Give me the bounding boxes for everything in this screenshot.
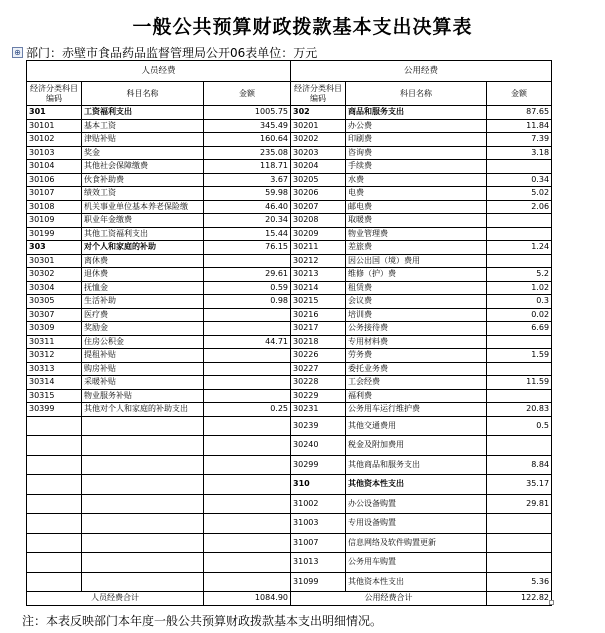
personnel-name-cell: 基本工资 [82,119,204,133]
table-row [27,146,552,160]
table-row [27,436,552,456]
public-amount-cell: 7.39 [487,133,552,147]
public-amount-cell: 1.02 [487,281,552,295]
personnel-total-label: 人员经费合计 [27,592,204,606]
public-name-cell: 福利费 [346,389,487,403]
table-row [27,214,552,228]
public-code-cell: 30227 [291,362,346,376]
personnel-code-cell: 30108 [27,200,82,214]
public-name-cell: 办公设备购置 [346,494,487,514]
personnel-code-cell: 30101 [27,119,82,133]
amount-header: 金额 [204,82,291,106]
personnel-name-cell: 绩效工资 [82,187,204,201]
personnel-code-cell: 30301 [27,254,82,268]
personnel-code-cell: 30106 [27,173,82,187]
personnel-amount-cell: 44.71 [204,335,291,349]
public-name-cell: 信息网络及软件购置更新 [346,533,487,553]
public-name-cell: 其他商品和服务支出 [346,455,487,475]
table-row [27,308,552,322]
personnel-name-cell: 离休费 [82,254,204,268]
public-name-cell: 公务用车购置 [346,553,487,573]
public-name-cell: 手续费 [346,160,487,174]
personnel-name-cell: 采暖补贴 [82,376,204,390]
table-row [27,281,552,295]
public-amount-cell: 1.59 [487,349,552,363]
personnel-code-cell [27,475,82,495]
public-name-cell: 办公费 [346,119,487,133]
public-name-cell: 印刷费 [346,133,487,147]
personnel-code-cell: 301 [27,106,82,120]
footnote: 注：本表反映部门本年度一般公共预算财政拨款基本支出明细情况。 [22,614,383,628]
public-code-cell: 31003 [291,514,346,534]
public-code-cell: 30206 [291,187,346,201]
public-amount-cell: 2.06 [487,200,552,214]
table-row [27,389,552,403]
public-name-cell: 差旅费 [346,241,487,255]
personnel-code-cell: 30199 [27,227,82,241]
table-row [27,227,552,241]
personnel-amount-cell: 0.59 [204,281,291,295]
personnel-amount-cell [204,362,291,376]
personnel-code-cell: 30309 [27,322,82,336]
personnel-code-cell [27,553,82,573]
personnel-code-cell: 30109 [27,214,82,228]
expenditure-table [26,60,552,606]
public-code-cell: 31002 [291,494,346,514]
public-amount-cell: 35.17 [487,475,552,495]
personnel-name-cell: 抚恤金 [82,281,204,295]
personnel-name-cell: 对个人和家庭的补助 [82,241,204,255]
public-name-cell: 委托业务费 [346,362,487,376]
personnel-code-cell: 30304 [27,281,82,295]
public-code-cell: 30201 [291,119,346,133]
personnel-name-cell [82,455,204,475]
public-name-cell: 专用材料费 [346,335,487,349]
public-amount-cell [487,362,552,376]
public-amount-cell: 0.3 [487,295,552,309]
public-code-cell: 302 [291,106,346,120]
public-code-cell: 30207 [291,200,346,214]
personnel-code-cell: 30305 [27,295,82,309]
public-code-cell: 30202 [291,133,346,147]
public-name-cell: 租赁费 [346,281,487,295]
public-code-cell: 30214 [291,281,346,295]
personnel-code-cell: 30302 [27,268,82,282]
personnel-amount-cell [204,254,291,268]
public-code-cell: 30212 [291,254,346,268]
personnel-amount-cell: 46.40 [204,200,291,214]
table-row [27,322,552,336]
personnel-name-cell [82,416,204,436]
public-amount-cell: 5.02 [487,187,552,201]
table-row [27,160,552,174]
table-row [27,494,552,514]
public-name-cell: 物业管理费 [346,227,487,241]
public-code-cell: 30239 [291,416,346,436]
public-code-cell: 30226 [291,349,346,363]
table-row [27,241,552,255]
public-amount-cell [487,436,552,456]
personnel-amount-cell: 345.49 [204,119,291,133]
public-amount-cell: 8.84 [487,455,552,475]
personnel-name-cell: 其他对个人和家庭的补助支出 [82,403,204,417]
public-total-value: 122.82 [487,592,552,606]
public-name-cell: 公务用车运行维护费 [346,403,487,417]
public-amount-cell [487,254,552,268]
personnel-amount-cell [204,475,291,495]
table-row [27,173,552,187]
personnel-name-cell: 物业服务补贴 [82,389,204,403]
public-code-cell: 30240 [291,436,346,456]
personnel-code-cell: 30311 [27,335,82,349]
table-row [27,416,552,436]
table-row [27,376,552,390]
table-row [27,254,552,268]
public-name-cell: 电费 [346,187,487,201]
personnel-amount-cell [204,514,291,534]
personnel-name-cell [82,514,204,534]
public-amount-cell: 1.24 [487,241,552,255]
resize-handle[interactable] [549,600,554,605]
table-row [27,335,552,349]
personnel-name-cell [82,533,204,553]
table-row [27,572,552,592]
table-row [27,295,552,309]
table-row [27,553,552,573]
personnel-code-cell [27,494,82,514]
personnel-section-header: 人员经费 [27,61,291,82]
public-total-label: 公用经费合计 [291,592,487,606]
personnel-amount-cell [204,389,291,403]
code-header: 经济分类科目编码 [27,82,82,106]
public-amount-cell: 5.36 [487,572,552,592]
section-header-row [27,61,552,82]
table-row [27,133,552,147]
personnel-name-cell: 伙食补助费 [82,173,204,187]
public-amount-cell: 11.59 [487,376,552,390]
personnel-amount-cell: 3.67 [204,173,291,187]
column-header-row [27,82,552,106]
public-code-cell: 30211 [291,241,346,255]
personnel-amount-cell [204,436,291,456]
table-row [27,362,552,376]
personnel-name-cell: 其他社会保障缴费 [82,160,204,174]
public-code-cell: 31013 [291,553,346,573]
personnel-name-cell: 住房公积金 [82,335,204,349]
personnel-name-cell: 购房补贴 [82,362,204,376]
public-code-cell: 30228 [291,376,346,390]
public-code-cell: 30215 [291,295,346,309]
public-amount-cell [487,335,552,349]
public-amount-cell [487,514,552,534]
public-code-cell: 30231 [291,403,346,417]
amount-header: 金额 [487,82,552,106]
public-code-cell: 30218 [291,335,346,349]
personnel-code-cell [27,436,82,456]
public-name-cell: 其他资本性支出 [346,572,487,592]
personnel-name-cell [82,436,204,456]
report-title: 一般公共预算财政拨款基本支出决算表 [132,16,473,38]
public-name-cell: 专用设备购置 [346,514,487,534]
personnel-amount-cell [204,308,291,322]
personnel-name-cell [82,494,204,514]
public-code-cell: 310 [291,475,346,495]
public-amount-cell [487,553,552,573]
personnel-code-cell [27,533,82,553]
personnel-amount-cell [204,572,291,592]
public-amount-cell: 29.81 [487,494,552,514]
personnel-name-cell [82,553,204,573]
personnel-name-cell: 医疗费 [82,308,204,322]
public-name-cell: 税金及附加费用 [346,436,487,456]
public-code-cell: 31099 [291,572,346,592]
personnel-code-cell: 30399 [27,403,82,417]
public-name-cell: 工会经费 [346,376,487,390]
personnel-code-cell: 30102 [27,133,82,147]
table-row [27,403,552,417]
personnel-name-cell: 奖励金 [82,322,204,336]
personnel-amount-cell: 20.34 [204,214,291,228]
personnel-amount-cell [204,416,291,436]
public-name-cell: 其他资本性支出 [346,475,487,495]
public-code-cell: 30299 [291,455,346,475]
table-row [27,455,552,475]
personnel-code-cell [27,416,82,436]
personnel-amount-cell: 118.71 [204,160,291,174]
personnel-code-cell: 30104 [27,160,82,174]
personnel-code-cell: 30307 [27,308,82,322]
personnel-amount-cell: 1005.75 [204,106,291,120]
public-amount-cell: 20.83 [487,403,552,417]
public-amount-cell [487,160,552,174]
personnel-amount-cell: 235.08 [204,146,291,160]
personnel-name-cell: 工资福利支出 [82,106,204,120]
table-row [27,475,552,495]
public-code-cell: 30204 [291,160,346,174]
public-name-cell: 公务接待费 [346,322,487,336]
personnel-amount-cell: 76.15 [204,241,291,255]
personnel-name-cell [82,475,204,495]
personnel-name-cell: 退休费 [82,268,204,282]
personnel-name-cell: 奖金 [82,146,204,160]
public-amount-cell [487,227,552,241]
personnel-code-cell: 30312 [27,349,82,363]
personnel-name-cell [82,572,204,592]
public-name-cell: 取暖费 [346,214,487,228]
name-header: 科目名称 [346,82,487,106]
public-amount-cell: 0.34 [487,173,552,187]
table-row [27,349,552,363]
personnel-amount-cell: 29.61 [204,268,291,282]
personnel-code-cell: 30313 [27,362,82,376]
personnel-code-cell [27,514,82,534]
personnel-amount-cell: 59.98 [204,187,291,201]
public-code-cell: 30208 [291,214,346,228]
public-name-cell: 维修（护）费 [346,268,487,282]
name-header: 科目名称 [82,82,204,106]
public-name-cell: 水费 [346,173,487,187]
public-name-cell: 因公出国（境）费用 [346,254,487,268]
personnel-amount-cell: 0.25 [204,403,291,417]
public-amount-cell: 0.02 [487,308,552,322]
public-code-cell: 30213 [291,268,346,282]
move-handle-icon[interactable]: ⊕ [12,47,23,58]
personnel-amount-cell: 15.44 [204,227,291,241]
public-amount-cell: 87.65 [487,106,552,120]
personnel-amount-cell [204,533,291,553]
department-line: 部门：赤壁市食品药品监督管理局公开06表单位：万元 [26,46,318,60]
personnel-amount-cell [204,349,291,363]
public-name-cell: 培训费 [346,308,487,322]
personnel-code-cell: 30315 [27,389,82,403]
personnel-code-cell: 30314 [27,376,82,390]
personnel-code-cell [27,572,82,592]
personnel-code-cell: 30107 [27,187,82,201]
public-code-cell: 30209 [291,227,346,241]
personnel-amount-cell [204,376,291,390]
public-amount-cell: 0.5 [487,416,552,436]
personnel-amount-cell [204,553,291,573]
public-name-cell: 劳务费 [346,349,487,363]
personnel-name-cell: 其他工资福利支出 [82,227,204,241]
public-amount-cell: 6.69 [487,322,552,336]
public-amount-cell [487,533,552,553]
personnel-code-cell: 30103 [27,146,82,160]
public-amount-cell: 3.18 [487,146,552,160]
personnel-name-cell: 津贴补贴 [82,133,204,147]
public-section-header: 公用经费 [291,61,552,82]
public-code-cell: 30203 [291,146,346,160]
personnel-code-cell: 303 [27,241,82,255]
public-amount-cell [487,389,552,403]
public-code-cell: 30216 [291,308,346,322]
public-name-cell: 咨询费 [346,146,487,160]
public-name-cell: 会议费 [346,295,487,309]
public-name-cell: 其他交通费用 [346,416,487,436]
table-row [27,514,552,534]
public-amount-cell: 5.2 [487,268,552,282]
public-code-cell: 30205 [291,173,346,187]
personnel-code-cell [27,455,82,475]
personnel-amount-cell [204,455,291,475]
table-row [27,200,552,214]
personnel-total-value: 1084.90 [204,592,291,606]
personnel-name-cell: 机关事业单位基本养老保险缴 [82,200,204,214]
table-row [27,533,552,553]
personnel-amount-cell [204,494,291,514]
totals-row [27,592,552,606]
code-header: 经济分类科目编码 [291,82,346,106]
table-row [27,119,552,133]
public-amount-cell [487,214,552,228]
public-code-cell: 30217 [291,322,346,336]
personnel-name-cell: 生活补助 [82,295,204,309]
public-code-cell: 30229 [291,389,346,403]
personnel-amount-cell: 0.98 [204,295,291,309]
public-amount-cell: 11.84 [487,119,552,133]
public-name-cell: 邮电费 [346,200,487,214]
personnel-name-cell: 提租补贴 [82,349,204,363]
personnel-amount-cell: 160.64 [204,133,291,147]
table-row [27,187,552,201]
public-name-cell: 商品和服务支出 [346,106,487,120]
personnel-name-cell: 职业年金缴费 [82,214,204,228]
personnel-amount-cell [204,322,291,336]
public-code-cell: 31007 [291,533,346,553]
table-row [27,106,552,120]
table-row [27,268,552,282]
